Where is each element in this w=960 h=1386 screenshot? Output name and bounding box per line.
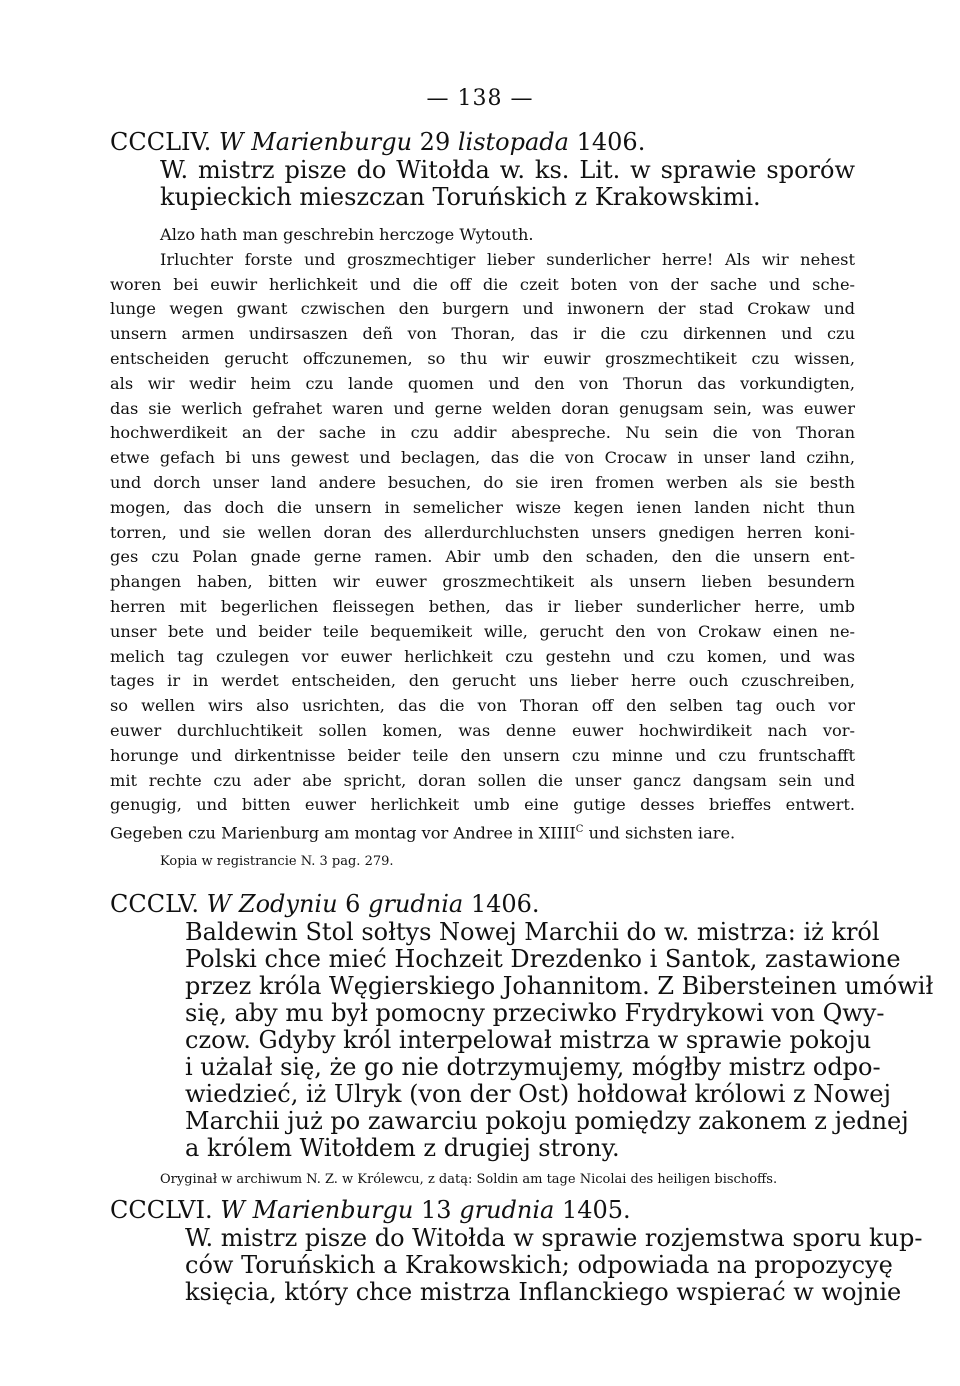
body-line: tages ir in werdet entscheiden, den gerucht uns lieber herre ouch czuschreiben, [110,671,855,691]
summary-line: W. mistrz pisze do Witołda w. ks. Lit. w sprawie sporów [160,156,855,184]
summary-line: czow. Gdyby król interpelował mistrza w sprawie pokoju [185,1026,872,1054]
body-line: woren bei euwir herlichkeit und die off die czeit boten von der sache und sche- [110,274,855,294]
closing-superscript: C [575,824,584,836]
entry-day: 13 [421,1196,452,1224]
entry-year: 1405. [561,1196,631,1224]
body-line: genugig, und bitten euwer herlichkeit umb eine gutige desses brieffes entwert. [110,795,855,815]
body-line: das sie werlich gefrahet waren und gerne welden doran genugsam sein, was euwer [110,398,855,418]
body-line: mit rechte czu ader abe spricht, doran sollen die unser gancz dangsam sein und [110,770,855,790]
entry-heading [110,1195,855,1225]
summary-line: Baldewin Stol sołtys Nowej Marchii do w. mistrza: iż król [185,918,880,946]
entry-number: CCCLIV. [110,128,212,156]
summary-line: Polski chce mieć Hochzeit Drezdenko i Santok, zastawione [185,945,901,973]
summary-line: W. mistrz pisze do Witołda w sprawie rozjemstwa sporu kup- [185,1224,923,1252]
summary-line: ców Toruńskich a Krakowskich; odpowiada na propozycyę [185,1251,893,1279]
entry-ccclvi [110,1195,923,1306]
closing-text: Gegeben czu Marienburg am montag vor Andree in XIIII [110,823,576,843]
body-line: lunge wegen gwant czwischen den burgern und inwonern der stad Crokaw und [110,299,855,319]
entry-day: 6 [345,890,361,918]
body-line: entscheiden gerucht offczunemen, so thu wir euwir groszmechtikeit czu wissen, [110,348,855,368]
body-line: herren mit begerlichen fleissegen bethen, das ir lieber sunderlicher herre, umb [110,596,855,616]
summary-line: i użalał się, że go nie dotrzymujemy, mógłby mistrz odpo- [185,1053,881,1081]
entry-heading [110,889,855,919]
body-line: ges czu Polan gnade gerne ramen. Abir umb den schaden, den die unsern ent- [110,547,855,567]
summary-line: się, aby mu był pomocny przeciwko Frydrykowi von Qwy- [185,999,885,1027]
entry-summary [185,1224,923,1306]
entry-place: W Marienburgu [220,1196,414,1224]
summary-line: księcia, który chce mistrza Inflanckiego wspierać w wojnie [185,1278,902,1306]
body-line: und dorch unser land andere besuchen, do sie iren fromen werben als sie besth [110,472,855,492]
page-number: — 138 — [426,86,534,111]
source-note: Kopia w registrancie N. 3 pag. 279. [160,854,394,870]
body-line: melich tag czulegen vor euwer herlichkeit czu gestehn und czu komen, und was [110,646,855,666]
summary-line: a królem Witołdem z drugiej strony. [185,1134,620,1162]
entry-heading [110,127,855,157]
body-line: phangen haben, bitten wir euwer groszmechtikeit als unsern lieben besundern [110,572,855,592]
body-line: unser bete und beider teile bequemikeit wille, gerucht den von Crokaw einen ne- [110,621,855,641]
entry-body [110,223,855,846]
closing-text-end: und sichsten iare. [583,823,736,843]
summary-line: wiedzieć, iż Ulryk (von der Ost) hołdował królowi z Nowej [185,1080,891,1108]
entry-month: listopada [457,128,569,156]
body-line: etwe gefach bi uns gewest und beclagen, das die von Crocaw in unser land czihn, [110,448,855,468]
body-line: torren, und sie wellen doran des allerdurchluchsten unsers gnedigen herren koni- [110,522,855,542]
entry-summary [185,918,934,1162]
body-line: euwer durchluchtikeit sollen komen, was denne euwer hochwirdikeit nach vor- [110,720,855,740]
body-line: als wir wedir heim czu lande quomen und den von Thorun das vorkundigten, [110,373,855,393]
entry-month: grudnia [459,1196,555,1224]
entry-number: CCCLV. [110,890,199,918]
entry-year: 1406. [576,128,646,156]
entry-ccclv [110,889,934,1190]
entry-place: W Zodyniu [206,890,338,918]
entry-year: 1406. [470,890,540,918]
entry-summary [160,157,855,211]
entry-ccclIV [110,127,855,872]
closing-line [110,818,855,846]
body-line: so wellen wirs also usrichten, das die von Thoran off den selben tag ouch vor [110,696,855,716]
body-line: hochwerdikeit an der sache in czu addir abespreche. Nu sein die von Thoran [110,423,855,443]
source-note: Oryginał w archiwum N. Z. w Królewcu, z datą: Soldin am tage Nicolai des heiligen bischoffs. [160,1172,778,1187]
entry-month: grudnia [368,890,464,918]
summary-line: kupieckich mieszczan Toruńskich z Krakowskimi. [160,183,761,211]
body-line: mogen, das doch die unsern in semelicher wisze kegen ienen landen nicht thun [110,497,855,517]
entry-day: 29 [419,128,451,156]
body-line: Alzo hath man geschrebin herczoge Wytouth. [160,225,534,244]
body-line: Irluchter forste und groszmechtiger lieber sunderlicher herre! Als wir nehest [160,249,855,269]
summary-line: przez króla Węgierskiego Johannitom. Z Bibersteinen umówił [185,972,934,1000]
body-line: unsern armen undirsaszen deñ von Thoran, das ir die czu dirkennen und czu [110,324,855,344]
summary-line: Marchii już po zawarciu pokoju pomiędzy zakonem z jednej [185,1107,909,1135]
entry-number: CCCLVI. [110,1196,213,1224]
body-line: horunge und dirkentnisse beider teile den unsern czu minne und czu fruntschafft [110,745,855,765]
entry-place: W Marienburgu [218,128,413,156]
